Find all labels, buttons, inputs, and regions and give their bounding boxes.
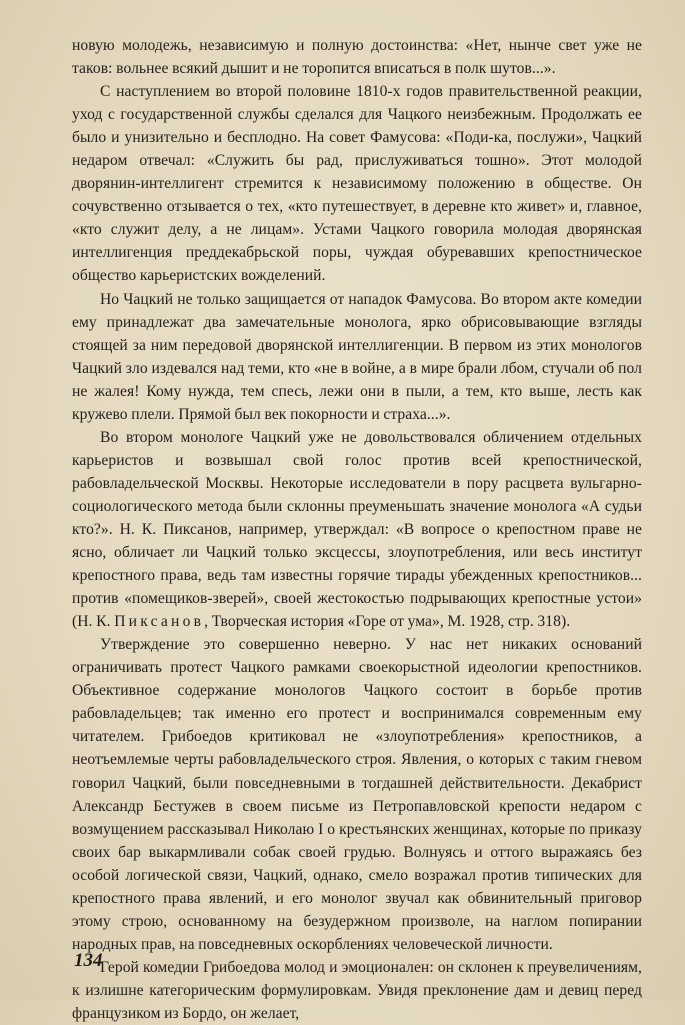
paragraph-6: Герой комедии Грибоедова молод и эмоционален: он склонен к преувеличениям, к излишне категорическим формулировкам. Увидя преклонение дам и девиц перед французиком из Бордо, он желает, — [72, 958, 642, 1022]
paragraph-3: Но Чацкий не только защищается от нападок Фамусова. Во втором акте комедии ему принадлежат два замечательные монолога, ярко обрисовывающие взгляды стоящей за ним передовой дворянской интеллигенции. В первом из этих монологов Чацкий зло издевался над теми, кто «не в войне, а в мире брали лбом, стучали об пол не жалея! Кому нужда, тем спесь, лежи они в пыли, а тем, кто выше, лесть как кружево плели. Прямой был век покорности и страха...». — [72, 290, 642, 423]
paragraph-2: С наступлением во второй половине 1810-х годов правительственной реакции, уход с государственной службы сделался для Чацкого неизбежным. Продолжать ее было и унизительно и бесплодно. На совет Фамусова: «Поди-ка, послужи», Чацкий недаром отвечал: «Служить бы рад, прислуживаться тошно». Этот молодой дворянин-интеллигент стремится к независимому положению в обществе. Он сочувственно отзывается о тех, «кто путешествует, в деревне кто живет» и, главное, «кто служит делу, а не лицам». Устами Чацкого говорила молодая дворянская интеллигенция преддекабрьской поры, чуждая обуревавших крепостническое общество карьеристских вожделений. — [72, 83, 642, 285]
paragraph-4-text-after: , Творческая история «Горе от ума», М. 1928, стр. 318). — [204, 613, 571, 631]
book-page-text — [72, 34, 642, 1025]
paragraph-4 — [72, 426, 642, 633]
paragraph-4-text-before: Во втором монологе Чацкий уже не довольствовался обличением отдельных карьеристов и возвышал свой голос против всей крепостнической, рабовладельческой Москвы. Некоторые исследователи в пору расцвета вульгарно-социологического метода были склонны преуменьшать значение монолога «А судьи кто?». Н. К. Пиксанов, например, утверждал: «В вопросе о крепостном праве не ясно, обличает ли Чацкий только эксцессы, злоупотребления, или весь институт крепостного права, ведь там известны горячие тирады убежденных крепостников... против «помещиков-зверей», своей жестокостью подрывающих крепостные устои» (Н. К. — [72, 428, 642, 631]
page-number: 134 — [74, 950, 103, 971]
author-name-spaced: Пиксанов — [114, 613, 205, 631]
paragraph-1: новую молодежь, независимую и полную достоинства: «Нет, нынче свет уже не таков: вольнее всякий дышит и не торопится вписаться в полк шутов...». — [72, 37, 642, 78]
paragraph-5: Утверждение это совершенно неверно. У нас нет никаких оснований ограничивать протест Чацкого рамками своекорыстной идеологии крепостников. Объективное содержание монологов Чацкого состоит в борьбе против рабовладельцев; так именно его протест и воспринимался современным ему читателем. Грибоедов критиковал не «злоупотребления» крепостников, а неотъемлемые черты рабовладельческого строя. Явления, о которых с таким гневом говорил Чацкий, были повседневными в тогдашней действительности. Декабрист Александр Бестужев в своем письме из Петропавловской крепости недаром с возмущением рассказывал Николаю I о крестьянских женщинах, которые по приказу своих бар выкармливали собак своей грудью. Волнуясь и оттого выражаясь без особой логической связи, Чацкий, однако, смело возражал против типических для крепостного права явлений, и его монолог звучал как обвинительный приговор этому строю, основанному на безудержном произволе, на наглом попирании народных прав, на повседневных оскорблениях человеческой личности. — [72, 636, 642, 953]
